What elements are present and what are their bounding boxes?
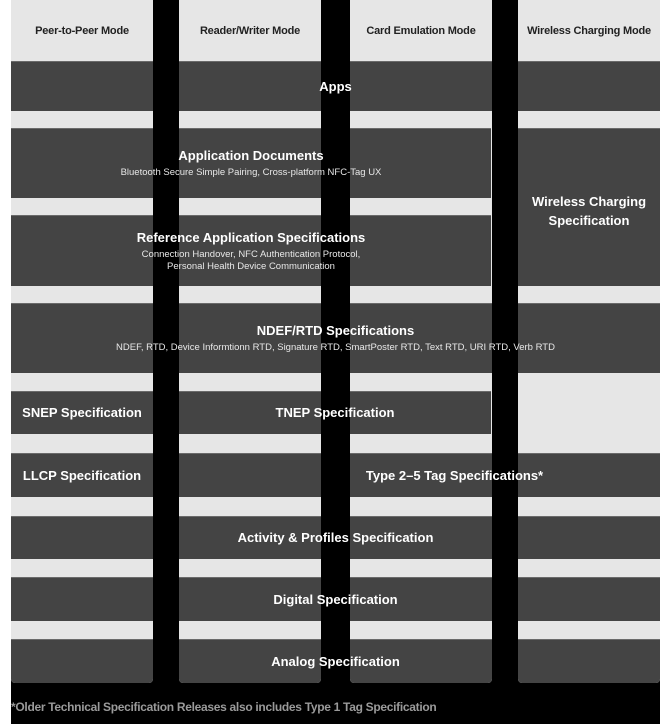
- band-digital: [350, 577, 492, 621]
- ndef-rtd-subtitle: NDEF, RTD, Device Informtionn RTD, Signature RTD, SmartPoster RTD, Text RTD, URI RTD, Verb RTD: [116, 342, 555, 353]
- reference-application-specs-subtitle-1: Connection Handover, NFC Authentication Protocol,: [141, 248, 361, 260]
- band-digital: [11, 577, 153, 621]
- mode-header-peer-to-peer: Peer-to-Peer Mode: [35, 24, 129, 37]
- band-analog: [518, 639, 660, 683]
- llcp-title: LLCP Specification: [22, 467, 142, 483]
- band-apps: [518, 61, 660, 111]
- band-application-documents: [178, 128, 324, 198]
- band-activity-profiles: [11, 516, 153, 559]
- band-ndef-rtd: [11, 303, 153, 373]
- band-analog: [11, 639, 153, 683]
- application-documents-subtitle: Bluetooth Secure Simple Pairing, Cross-platform NFC-Tag UX: [120, 167, 382, 178]
- band-reference-application-specs: [179, 215, 321, 286]
- mode-header-reader-writer: Reader/Writer Mode: [199, 24, 301, 37]
- mode-header-wireless-charging: Wireless Charging Mode: [527, 24, 651, 37]
- band-activity-profiles: [518, 516, 660, 559]
- band-activity-profiles: [179, 516, 321, 559]
- band-analog: [179, 639, 321, 683]
- band-analog: [350, 639, 492, 683]
- band-tnep: [179, 391, 321, 434]
- band-llcp: [11, 453, 153, 497]
- digital-title: Digital Specification: [273, 591, 398, 607]
- band-activity-profiles: [350, 516, 492, 559]
- band-digital: [518, 577, 660, 621]
- band-ndef-rtd: [518, 303, 660, 373]
- band-wireless-charging-spec: [518, 128, 660, 286]
- band-application-documents: [11, 128, 153, 198]
- band-digital: [179, 577, 321, 621]
- band-apps: [179, 61, 321, 111]
- activity-profiles-title: Activity & Profiles Specification: [237, 530, 434, 545]
- band-tnep: [350, 391, 491, 434]
- band-ndef-rtd: [179, 303, 321, 373]
- tnep-title: TNEP Specification: [275, 405, 395, 420]
- band-application-documents: [350, 128, 491, 198]
- mode-header-card-emulation: Card Emulation Mode: [366, 24, 476, 37]
- band-type-tag: [518, 453, 660, 497]
- band-reference-application-specs: [11, 215, 153, 286]
- snep-title: SNEP Specification: [22, 405, 142, 420]
- band-reference-application-specs: [350, 215, 491, 286]
- footnote: *Older Technical Specification Releases also includes Type 1 Tag Specification: [11, 700, 437, 714]
- band-type-tag: [350, 453, 492, 497]
- band-snep: [11, 391, 153, 434]
- ndef-rtd-title: NDEF/RTD Specifications: [256, 323, 415, 338]
- band-apps: [11, 61, 153, 111]
- reference-application-specs-title: Reference Application Specifications: [136, 229, 366, 245]
- band-ndef-rtd: [350, 303, 492, 373]
- wireless-charging-spec-title-2: Specification: [548, 213, 630, 228]
- band-apps: [350, 61, 492, 111]
- wireless-charging-spec-title-1: Wireless Charging: [531, 194, 647, 209]
- analog-title: Analog Specification: [271, 653, 400, 669]
- application-documents-title: Application Documents: [178, 148, 324, 163]
- type-tag-title: Type 2–5 Tag Specifications*: [365, 467, 544, 483]
- band-type-tag: [179, 453, 321, 497]
- apps-title: Apps: [319, 78, 352, 94]
- reference-application-specs-subtitle-2: Personal Health Device Communication: [167, 260, 335, 272]
